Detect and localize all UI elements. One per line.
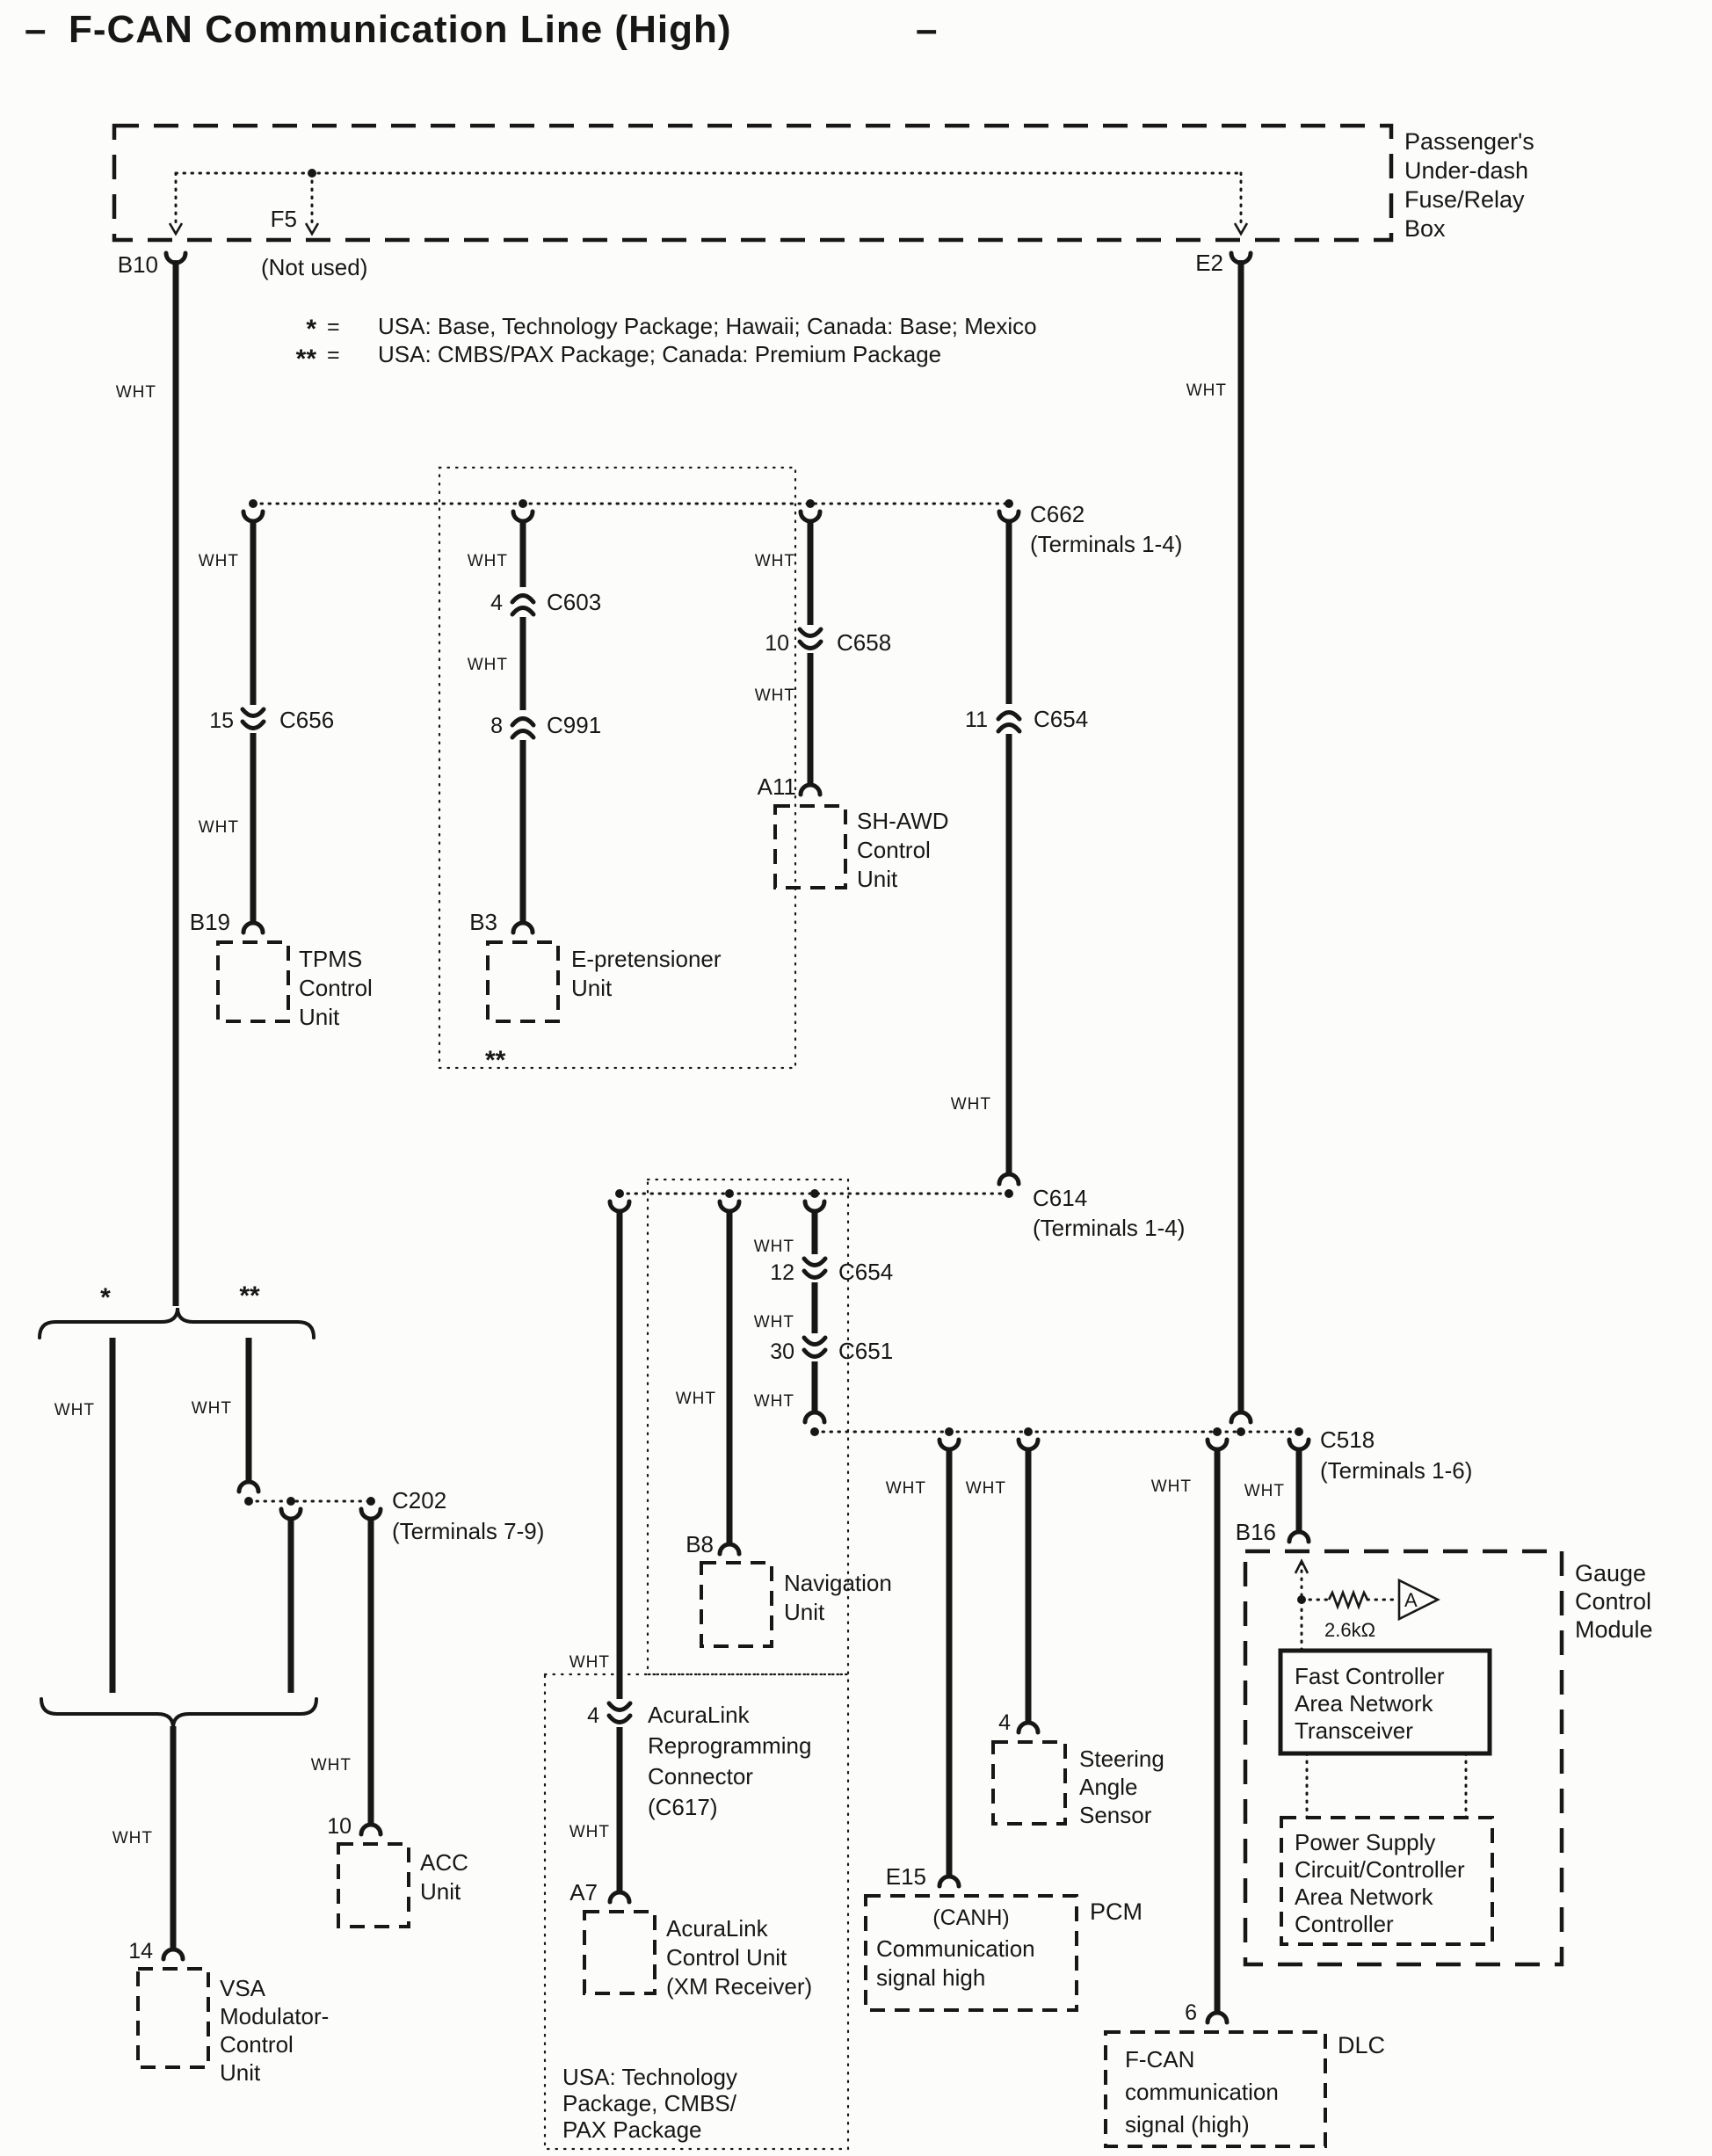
connector-fork-icon [805, 1412, 824, 1422]
acuralink-unit-label-line: Control Unit [666, 1944, 787, 1971]
connector-cup-icon [513, 512, 533, 521]
wire-color-label: WHT [569, 1653, 610, 1672]
branch-e-pretensioner [468, 512, 722, 1021]
acuralink-reprog-label-line: AcuraLink [648, 1702, 750, 1728]
option-star-marker: * [100, 1283, 111, 1312]
connector-c662-terminals: (Terminals 1-4) [1030, 531, 1183, 557]
gauge-label-line: Gauge [1575, 1560, 1647, 1586]
wire-color-label: WHT [112, 1829, 153, 1847]
wire-color-label: WHT [753, 1238, 794, 1256]
junction-dot [1295, 1427, 1303, 1436]
connector-acc-pin: 10 [327, 1814, 352, 1839]
wire-color-label: WHT [754, 552, 795, 570]
branch-sh-awd [755, 512, 949, 892]
wire-color-label: WHT [885, 1479, 926, 1498]
terminal-b8-label: B8 [686, 1531, 714, 1557]
power-supply-label-line: Area Network [1295, 1884, 1433, 1910]
junction-dot [1213, 1427, 1222, 1436]
fuse-box-name-line: Box [1404, 215, 1446, 242]
acuralink-reprog-label-line: Connector [648, 1763, 753, 1789]
connector-c654-upper-label: C654 [1034, 706, 1089, 732]
unit-box-navigation [701, 1563, 772, 1646]
terminal-e2-label: E2 [1195, 250, 1223, 276]
bus-c614 [615, 1185, 1185, 1241]
connector-c202-terminals: (Terminals 7-9) [392, 1518, 545, 1544]
connector-c991-label: C991 [547, 712, 602, 738]
junction-dot [244, 1497, 253, 1506]
connector-fork-icon [1231, 1412, 1251, 1422]
legend-star-symbol: * [306, 315, 316, 344]
wire-color-label: WHT [569, 1823, 610, 1841]
inline-connector-icon [609, 1703, 630, 1710]
connector-c651-pin: 30 [770, 1339, 794, 1364]
e-pretensioner-label-line: E-pretensioner [571, 946, 722, 972]
legend-double-star-symbol: ** [295, 345, 316, 374]
terminal-b3-label: B3 [469, 909, 497, 935]
navigation-label-line: Navigation [784, 1570, 892, 1596]
junction-dot [806, 499, 815, 508]
junction-dot [1005, 499, 1013, 508]
wire-color-label: WHT [115, 383, 156, 402]
connector-vsa-pin: 14 [128, 1939, 153, 1964]
branch-c654-c651 [754, 1201, 893, 1422]
vsa-label-line: VSA [220, 1975, 266, 2001]
acc-label-line: Unit [420, 1878, 461, 1905]
connector-c518-terminals: (Terminals 1-6) [1320, 1457, 1473, 1484]
inline-connector-icon [512, 608, 533, 615]
junction-dot [287, 1497, 295, 1506]
connector-c654-lower-pin: 12 [770, 1260, 794, 1285]
fuse-box [114, 126, 1534, 280]
junction-dot [366, 1497, 375, 1506]
vsa-label-line: Unit [220, 2059, 261, 2086]
sh-awd-label-line: Control [857, 837, 931, 863]
connector-fork-icon [1019, 1723, 1038, 1732]
wire-color-label: WHT [1186, 381, 1227, 400]
connector-fork-icon [720, 1544, 739, 1554]
option-region-marker: ** [485, 1046, 506, 1075]
connector-fork-icon [610, 1892, 629, 1902]
fuse-f5-label: F5 [270, 206, 297, 232]
connector-fork-icon [1208, 2013, 1227, 2022]
transceiver-label-line: Transceiver [1295, 1717, 1413, 1744]
vsa-label-line: Control [220, 2031, 294, 2058]
junction-dot [945, 1427, 954, 1436]
connector-fork-icon [513, 923, 533, 933]
junction-dot [519, 499, 527, 508]
wire-color-label: WHT [198, 552, 239, 570]
acuralink-reprog-label-line: Reprogramming [648, 1732, 812, 1759]
fuse-box-name-line: Passenger's [1404, 128, 1534, 155]
bus-c662 [249, 499, 1182, 557]
junction-dot [725, 1189, 734, 1198]
connector-fork-icon [939, 1877, 959, 1886]
branch-gauge-control-module [1236, 1440, 1653, 1964]
connector-c658-label: C658 [837, 629, 892, 656]
option-note-line: Package, CMBS/ [562, 2090, 736, 2116]
inline-connector-icon [804, 1350, 825, 1357]
wire-color-label: WHT [467, 552, 508, 570]
sas-label-line: Steering [1079, 1746, 1164, 1772]
connector-c656-pin: 15 [209, 708, 234, 733]
wire-color-label: WHT [675, 1390, 716, 1408]
sas-label-line: Angle [1079, 1774, 1138, 1800]
transceiver-label-line: Fast Controller [1295, 1663, 1445, 1689]
unit-box-acuralink [584, 1912, 655, 1993]
inline-connector-icon [243, 709, 264, 716]
title-dash-right: – [916, 8, 939, 51]
junction-dot [810, 1427, 819, 1436]
wire-color-label: WHT [467, 656, 508, 674]
split-brace [40, 1308, 314, 1338]
dlc-signal-line: F-CAN [1125, 2046, 1195, 2073]
unit-box-vsa [138, 1969, 208, 2067]
terminal-b10-label: B10 [117, 251, 158, 278]
connector-cup-icon [1289, 1440, 1309, 1449]
connector-c654-upper-pin: 11 [965, 708, 988, 732]
terminal-a7-label: A7 [569, 1879, 598, 1906]
legend [296, 313, 1037, 374]
legend-star-text: USA: Base, Technology Package; Hawaii; Canada: Base; Mexico [378, 313, 1037, 339]
connector-cup-icon [610, 1201, 629, 1211]
unit-box-acc [338, 1844, 409, 1927]
power-supply-label-line: Power Supply [1295, 1829, 1436, 1855]
tpms-label-line: Control [299, 975, 373, 1001]
connector-sas-pin: 4 [998, 1710, 1011, 1735]
junction-dot [810, 1189, 819, 1198]
gauge-label-line: Module [1575, 1616, 1653, 1643]
wire-color-label: WHT [753, 1313, 794, 1332]
down-arrow-icon [1235, 223, 1247, 234]
wire-color-label: WHT [310, 1756, 352, 1775]
tpms-label-line: TPMS [299, 946, 363, 972]
wire-color-label: WHT [198, 818, 239, 837]
inline-connector-icon [998, 713, 1019, 720]
connector-cup-icon [720, 1201, 739, 1211]
resistor-value-label: 2.6kΩ [1324, 1619, 1376, 1641]
unit-box-sas [993, 1742, 1065, 1824]
tpms-label-line: Unit [299, 1004, 340, 1030]
connector-fork-icon [243, 923, 263, 933]
bus-c518 [810, 1426, 1472, 1484]
connector-c603-label: C603 [547, 589, 602, 615]
connector-c614-terminals: (Terminals 1-4) [1033, 1215, 1186, 1241]
fuse-box-name-line: Under-dash [1404, 157, 1529, 184]
pcm-signal-line: (CANH) [932, 1906, 1010, 1930]
amplifier-label: A [1404, 1589, 1418, 1611]
connector-c658-pin: 10 [765, 631, 789, 656]
down-arrow-icon [306, 223, 318, 234]
title-dash-left: – [25, 8, 47, 51]
pcm-signal-line: Communication [876, 1935, 1035, 1962]
inline-connector-icon [804, 1338, 825, 1345]
connector-dlc-pin: 6 [1185, 2000, 1197, 2025]
connector-c651-label: C651 [838, 1338, 894, 1364]
gauge-label-line: Control [1575, 1588, 1652, 1615]
merge-brace [41, 1699, 316, 1728]
wire-color-label: WHT [754, 686, 795, 705]
connector-c603-pin: 4 [490, 591, 503, 615]
option-double-star-marker: ** [239, 1281, 260, 1310]
dlc-signal-line: communication [1125, 2079, 1279, 2105]
resistor-icon [1329, 1593, 1367, 1607]
inline-connector-icon [998, 725, 1019, 732]
connector-cup-icon [1208, 1440, 1227, 1449]
unit-box-tpms [218, 942, 288, 1021]
power-supply-label-line: Controller [1295, 1911, 1394, 1937]
legend-star-equals: = [327, 315, 340, 339]
junction-dot [1005, 1189, 1013, 1198]
inline-connector-icon [804, 1271, 825, 1278]
acuralink-unit-label-line: (XM Receiver) [666, 1973, 813, 2000]
vsa-label-line: Modulator- [220, 2003, 330, 2029]
inline-connector-icon [512, 596, 533, 603]
unit-box-e-pretensioner [488, 942, 558, 1021]
sh-awd-label-line: Unit [857, 866, 898, 892]
sas-label-line: Sensor [1079, 1802, 1152, 1828]
connector-cup-icon [801, 512, 820, 521]
page-title: F-CAN Communication Line (High) [69, 8, 732, 51]
terminal-e15-label: E15 [885, 1863, 926, 1890]
inline-connector-icon [243, 722, 264, 729]
wire-color-label: WHT [1150, 1477, 1192, 1496]
transceiver-label-line: Area Network [1295, 1690, 1433, 1717]
junction-dot [1024, 1427, 1033, 1436]
left-option-split [40, 1281, 544, 2086]
connector-c656-label: C656 [279, 707, 335, 733]
acuralink-unit-label-line: AcuraLink [666, 1915, 768, 1942]
legend-double-star-equals: = [327, 343, 340, 367]
option-note-line: USA: Technology [562, 2064, 737, 2090]
title-block [25, 8, 938, 51]
inline-connector-icon [512, 731, 533, 738]
unit-box-sh-awd [775, 806, 845, 888]
connector-cup-icon [999, 512, 1019, 521]
wire-color-label: WHT [965, 1479, 1006, 1498]
junction-dot [249, 499, 258, 508]
dlc-label: DLC [1338, 2032, 1386, 2058]
connector-c662-label: C662 [1030, 501, 1085, 527]
branch-c662-c614 [951, 512, 1088, 1184]
down-arrow-icon [170, 223, 182, 234]
connector-fork-icon [163, 1949, 183, 1959]
branch-tpms [190, 512, 373, 1030]
inline-connector-icon [609, 1716, 630, 1723]
dlc-signal-line: signal (high) [1125, 2111, 1250, 2138]
connector-fork-icon [999, 1174, 1019, 1184]
connector-c991-pin: 8 [490, 714, 503, 738]
fuse-not-used-label: (Not used) [261, 254, 368, 280]
option-note-line: PAX Package [562, 2116, 702, 2143]
branch-steering-angle-sensor [966, 1440, 1164, 1828]
connector-fork-icon [361, 1825, 381, 1834]
connector-c202-label: C202 [392, 1487, 447, 1514]
inline-connector-icon [800, 642, 821, 649]
sh-awd-label-line: SH-AWD [857, 808, 949, 834]
power-supply-label-line: Circuit/Controller [1295, 1856, 1465, 1883]
wire-color-label: WHT [191, 1399, 232, 1418]
terminal-a11-label: A11 [757, 773, 796, 800]
navigation-label-line: Unit [784, 1599, 825, 1625]
connector-cup-icon [805, 1201, 824, 1211]
legend-double-star-text: USA: CMBS/PAX Package; Canada: Premium Package [378, 341, 942, 367]
trunk-wires [116, 253, 1251, 1422]
fuse-box-outline [114, 126, 1391, 240]
connector-cup-icon [281, 1509, 301, 1519]
connector-c614-label: C614 [1033, 1185, 1088, 1211]
wire-color-label: WHT [54, 1401, 95, 1419]
connector-fork-icon [1289, 1532, 1309, 1542]
inline-connector-icon [512, 719, 533, 726]
connector-cup-icon [939, 1440, 959, 1449]
inline-connector-icon [804, 1259, 825, 1266]
pcm-signal-line: signal high [876, 1964, 986, 1991]
wire-color-label: WHT [1244, 1482, 1285, 1500]
connector-c654-lower-label: C654 [838, 1259, 894, 1285]
connector-fork-icon [239, 1482, 258, 1492]
inline-connector-icon [800, 629, 821, 636]
fuse-box-name-line: Fuse/Relay [1404, 186, 1525, 213]
connector-acuralink-pin: 4 [587, 1703, 599, 1728]
pcm-label: PCM [1090, 1898, 1143, 1925]
connector-cup-icon [361, 1509, 381, 1519]
connector-cup-icon [243, 512, 263, 521]
wire-color-label: WHT [950, 1095, 991, 1114]
wire-color-label: WHT [753, 1392, 794, 1411]
connector-cup-icon [1019, 1440, 1038, 1449]
junction-dot [1237, 1427, 1245, 1436]
terminal-b19-label: B19 [189, 909, 230, 935]
e-pretensioner-label-line: Unit [571, 975, 613, 1001]
acuralink-reprog-label-line: (C617) [648, 1794, 718, 1820]
acc-label-line: ACC [420, 1849, 468, 1876]
connector-c518-label: C518 [1320, 1426, 1375, 1453]
terminal-b16-label: B16 [1235, 1519, 1276, 1545]
junction-dot [615, 1189, 624, 1198]
branch-dlc [1106, 1440, 1385, 2146]
connector-fork-icon [801, 785, 820, 795]
